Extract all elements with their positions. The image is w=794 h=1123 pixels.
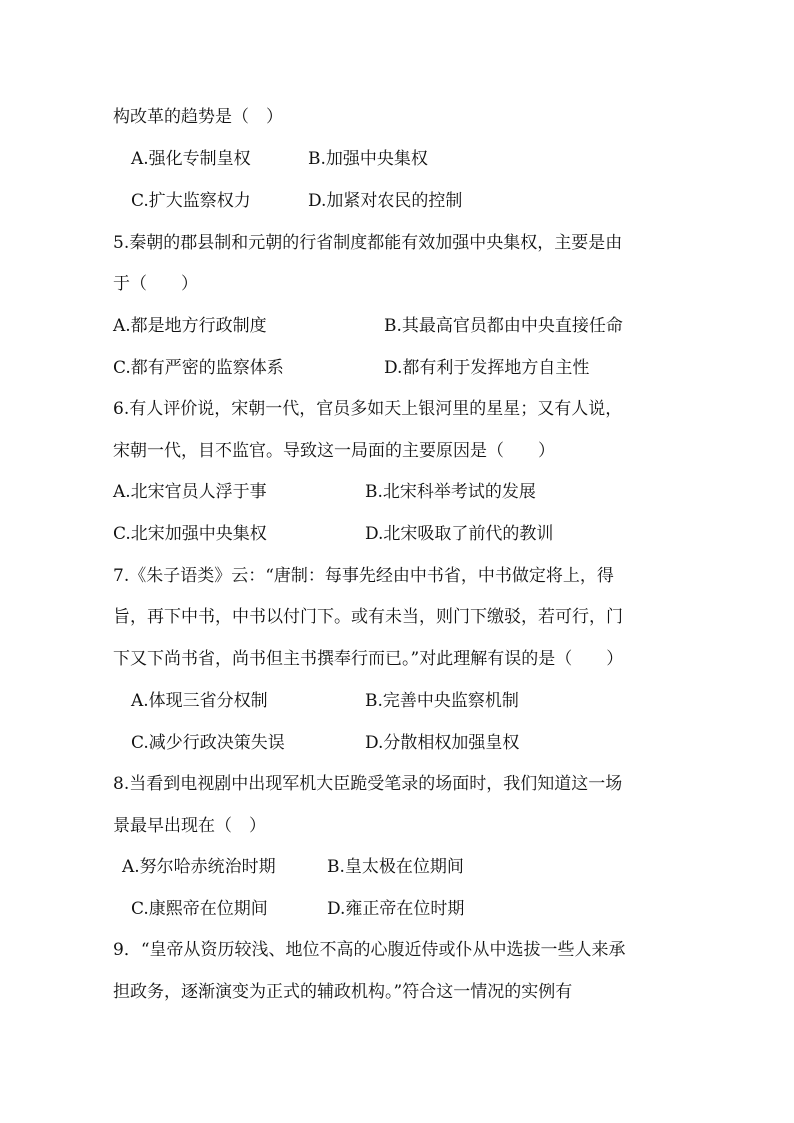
q8-option-d: D.雍正帝在位时期 <box>327 899 465 919</box>
q7-stem-line2: 旨，再下中书，中书以付门下。或有未当，则门下缴驳，若可行，门 <box>113 607 623 627</box>
q7-stem-line1: 7.《朱子语类》云：“唐制：每事先经由中书省，中书做定将上，得 <box>113 566 614 586</box>
q6-option-b: B.北宋科举考试的发展 <box>365 482 536 502</box>
q9-stem-line2: 担政务，逐渐演变为正式的辅政机构。”符合这一情况的实例有 <box>113 982 573 1002</box>
q8-option-b: B.皇太极在位期间 <box>327 857 464 877</box>
q6-stem-line1: 6.有人评价说，宋朝一代，官员多如天上银河里的星星；又有人说， <box>113 399 623 419</box>
q7-option-c: C.减少行政决策失误 <box>131 733 285 753</box>
q8-stem-line1: 8.当看到电视剧中出现军机大臣跪受笔录的场面时，我们知道这一场 <box>113 774 623 794</box>
q5-option-d: D.都有利于发挥地方自主性 <box>384 358 590 378</box>
q8-option-c: C.康熙帝在位期间 <box>131 899 268 919</box>
q8-option-a: A.努尔哈赤统治时期 <box>122 857 276 877</box>
q5-option-c: C.都有严密的监察体系 <box>113 358 284 378</box>
q4-option-c: C.扩大监察权力 <box>131 191 251 211</box>
q7-option-a: A.体现三省分权制 <box>131 691 268 711</box>
q5-stem-line2: 于（ ） <box>113 274 198 294</box>
q5-stem-line1: 5.秦朝的郡县制和元朝的行省制度都能有效加强中央集权，主要是由 <box>113 233 623 253</box>
q4-option-b: B.加强中央集权 <box>308 149 428 169</box>
q4-option-d: D.加紧对农民的控制 <box>308 191 463 211</box>
q6-stem-line2: 宋朝一代，目不监官。导致这一局面的主要原因是（ ） <box>113 441 555 461</box>
q4-option-a: A.强化专制皇权 <box>131 149 251 169</box>
q7-option-b: B.完善中央监察机制 <box>365 691 519 711</box>
q9-stem-line1: 9．“皇帝从资历较浅、地位不高的心腹近侍或仆从中选拔一些人来承 <box>113 940 626 960</box>
q8-stem-line2: 景最早出现在（ ） <box>113 816 266 836</box>
q7-stem-line3: 下又下尚书省，尚书但主书撰奉行而已。”对此理解有误的是（ ） <box>113 649 624 669</box>
q6-option-a: A.北宋官员人浮于事 <box>113 482 267 502</box>
q4-tail: 构改革的趋势是（ ） <box>113 107 283 127</box>
q5-option-b: B.其最高官员都由中央直接任命 <box>384 316 623 336</box>
q5-option-a: A.都是地方行政制度 <box>113 316 267 336</box>
q6-option-c: C.北宋加强中央集权 <box>113 524 267 544</box>
q7-option-d: D.分散相权加强皇权 <box>365 733 520 753</box>
q6-option-d: D.北宋吸取了前代的教训 <box>365 524 554 544</box>
